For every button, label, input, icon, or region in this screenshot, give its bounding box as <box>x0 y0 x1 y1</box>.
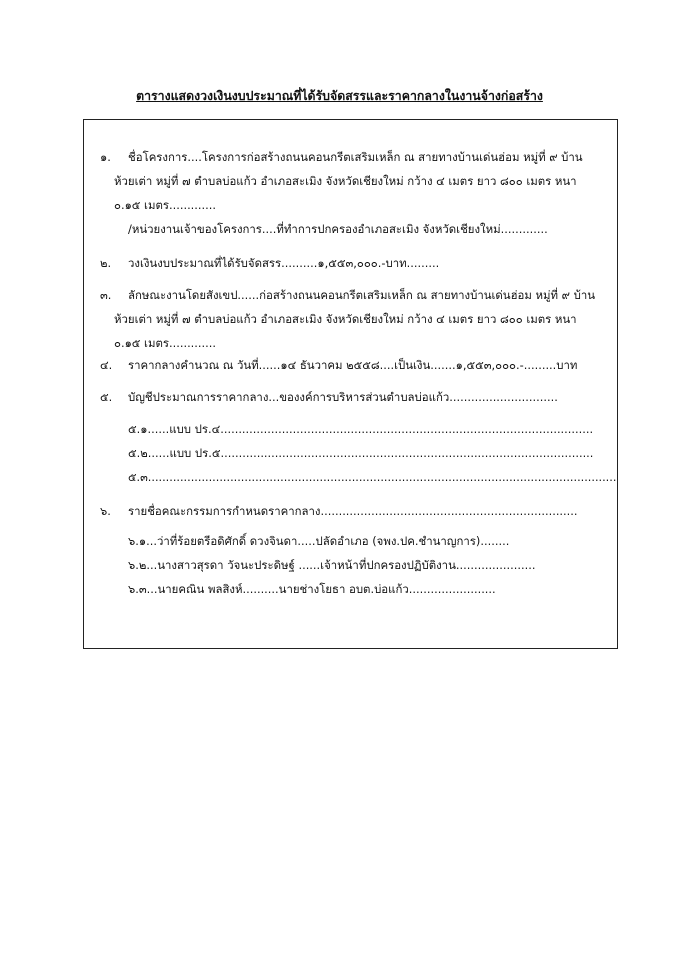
item-5-sub-2: ๕.๒......แบบ ปร.๕....................................................................................................... <box>128 446 594 460</box>
item-2-line-1: วงเงินงบประมาณที่ได้รับจัดสรร..........๑,๕๕๓,๐๐๐.-บาท......... <box>128 256 440 270</box>
item-1-number: ๑. <box>100 150 111 164</box>
item-5-sub-1: ๕.๑......แบบ ปร.๔....................................................................................................... <box>128 422 594 436</box>
item-1-line-1: ชื่อโครงการ....โครงการก่อสร้างถนนคอนกรีตเสริมเหล็ก ณ สายทางบ้านเด่นฮ่อม หมู่ที่ ๙ บ้าน <box>128 150 583 164</box>
item-3-line-3: ๐.๑๕ เมตร............. <box>114 336 217 350</box>
item-1-line-2: ห้วยเต่า หมู่ที่ ๗ ตำบลบ่อแก้ว อำเภอสะเมิง จังหวัดเชียงใหม่ กว้าง ๔ เมตร ยาว ๘๐๐ เมตร หนา <box>114 174 577 188</box>
item-4-line-1: ราคากลางคำนวณ ณ วันที่......๑๔ ธันวาคม ๒๕๕๘....เป็นเงิน.......๑,๕๕๓,๐๐๐.-.........บาท <box>128 358 578 372</box>
item-3-number: ๓. <box>100 288 112 302</box>
document-title: ตารางแสดงวงเงินงบประมาณที่ได้รับจัดสรรและราคากลางในงานจ้างก่อสร้าง <box>136 88 543 103</box>
item-2-number: ๒. <box>100 256 112 270</box>
item-6-sub-3: ๖.๓...นายคณิน พลสิงห์..........นายช่างโยธา อบต.บ่อแก้ว........................ <box>128 582 496 596</box>
item-5-line-1: บัญชีประมาณการราคากลาง...ของงค์การบริหารส่วนตำบลบ่อแก้ว.............................. <box>128 390 558 404</box>
item-5-number: ๕. <box>100 390 113 404</box>
item-3-line-1: ลักษณะงานโดยสังเขป......ก่อสร้างถนนคอนกรีตเสริมเหล็ก ณ สายทางบ้านเด่นฮ่อม หมู่ที่ ๙ บ้าน <box>128 288 596 302</box>
item-4-number: ๔. <box>100 358 113 372</box>
item-1-line-3: ๐.๑๕ เมตร............. <box>114 198 217 212</box>
item-6-sub-1: ๖.๑...ว่าที่ร้อยตรีอดิศักดิ์ ดวงจินดา.....ปลัดอำเภอ (จพง.ปค.ชำนาญการ)........ <box>128 534 510 548</box>
item-5-sub-3: ๕.๓................................................................................................................................... <box>128 470 617 484</box>
item-1-line-4: /หน่วยงานเจ้าของโครงการ....ที่ทำการปกครองอำเภอสะเมิง จังหวัดเชียงใหม่............. <box>128 222 548 236</box>
item-6-number: ๖. <box>100 504 111 518</box>
item-6-sub-2: ๖.๒...นางสาวสุรดา วัจนะประดิษฐ์ ......เจ้าหน้าที่ปกครองปฏิบัติงาน...................... <box>128 558 536 572</box>
item-3-line-2: ห้วยเต่า หมู่ที่ ๗ ตำบลบ่อแก้ว อำเภอสะเมิง จังหวัดเชียงใหม่ กว้าง ๔ เมตร ยาว ๘๐๐ เมตร หนา <box>114 312 577 326</box>
item-6-line-1: รายชื่อคณะกรรมการกำหนดราคากลาง....................................................................... <box>128 504 578 518</box>
